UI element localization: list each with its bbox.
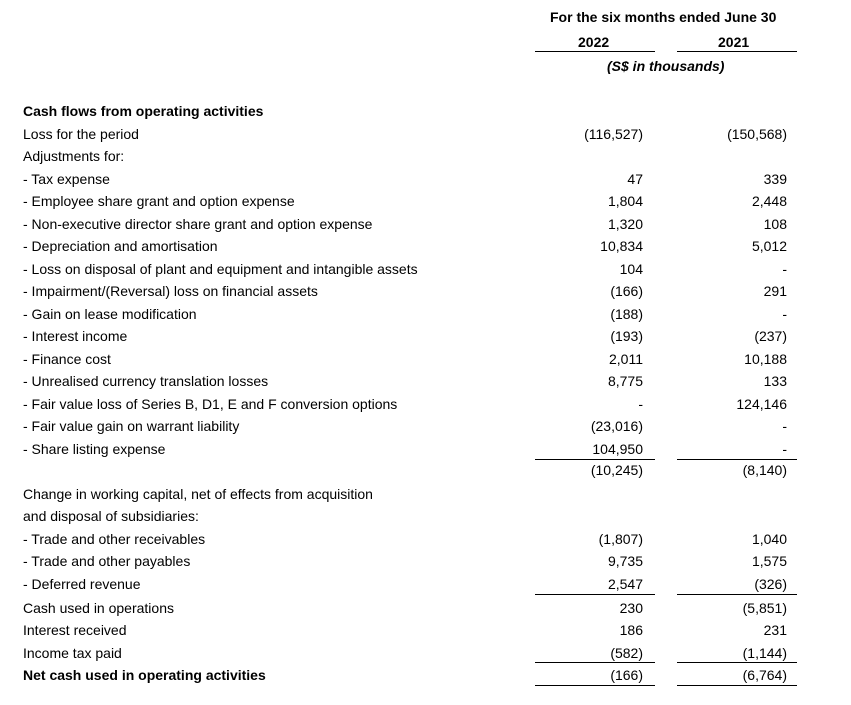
adjustment-row-label: - Employee share grant and option expense: [23, 193, 295, 209]
working-capital-row-2022: 9,735: [607, 553, 643, 569]
adjustment-row-2021: 108: [763, 216, 787, 232]
adjustment-row-2022: 10,834: [600, 238, 643, 254]
operations-row-label: Cash used in operations: [23, 600, 174, 616]
working-capital-row-label: - Trade and other receivables: [23, 531, 206, 547]
operations-row-2021: (1,144): [742, 645, 787, 661]
subtotal-rule-2021: [677, 459, 797, 460]
adjustment-row-2021: -: [782, 306, 787, 322]
working-capital-row-2021: (326): [754, 576, 787, 592]
net-cash-2022: (166): [610, 667, 643, 683]
adjustment-row-2021: 10,188: [744, 351, 787, 367]
adjustment-row-label: - Fair value gain on warrant liability: [23, 418, 240, 434]
subtotal-rule-2022: [535, 459, 655, 460]
working-capital-row-label: - Deferred revenue: [23, 576, 141, 592]
adjustment-row-2021: -: [782, 418, 787, 434]
adjustment-row-2021: 5,012: [751, 238, 787, 254]
loss-2022: (116,527): [584, 126, 643, 142]
adjustment-row-2022: 104: [619, 261, 643, 277]
loss-label: Loss for the period: [23, 126, 139, 142]
working-capital-row-2021: 1,040: [751, 531, 787, 547]
adjustment-row-label: - Share listing expense: [23, 441, 166, 457]
operations-row-2022: 186: [619, 622, 643, 638]
operations-row-label: Interest received: [23, 622, 127, 638]
adjustment-row-2022: 47: [627, 171, 643, 187]
section-title: Cash flows from operating activities: [23, 103, 264, 119]
adjustment-row-label: - Impairment/(Reversal) loss on financial assets: [23, 283, 318, 299]
adjustment-row-2022: 1,804: [607, 193, 643, 209]
operations-row-2021: 231: [763, 622, 787, 638]
adjustment-row-label: - Gain on lease modification: [23, 306, 197, 322]
working-capital-heading: Change in working capital, net of effects from acquisition: [23, 486, 373, 502]
year-2021-header: 2021: [718, 34, 750, 50]
period-header: For the six months ended June 30: [550, 9, 777, 25]
adjustment-row-label: - Loss on disposal of plant and equipment and intangible assets: [23, 261, 418, 277]
working-capital-row-2022: (1,807): [598, 531, 643, 547]
adjustment-row-label: - Fair value loss of Series B, D1, E and F conversion options: [23, 396, 398, 412]
adjustment-row-2021: 291: [763, 283, 787, 299]
adjustment-row-2021: 124,146: [736, 396, 787, 412]
adjustment-row-2022: (166): [610, 283, 643, 299]
adjustment-row-2022: 1,320: [607, 216, 643, 232]
adjustment-row-2022: (188): [610, 306, 643, 322]
loss-2021: (150,568): [727, 126, 787, 142]
net-rule-2022: [535, 662, 655, 663]
adjustment-row-2022: 8,775: [607, 373, 643, 389]
adjustment-row-2021: 339: [763, 171, 787, 187]
working-capital-heading-cont: and disposal of subsidiaries:: [23, 508, 199, 524]
adjustment-row-2022: 104,950: [592, 441, 643, 457]
net-underline-2022: [535, 685, 655, 686]
working-capital-row-label: - Trade and other payables: [23, 553, 191, 569]
adjustment-row-label: - Unrealised currency translation losses: [23, 373, 269, 389]
subtotal-2021: (8,140): [742, 462, 787, 478]
net-rule-2021: [677, 662, 797, 663]
adjustment-row-2022: -: [638, 396, 643, 412]
adjustment-row-2022: 2,011: [609, 351, 643, 367]
adjustment-row-2021: -: [782, 441, 787, 457]
working-capital-row-2021: 1,575: [751, 553, 787, 569]
adjustments-label: Adjustments for:: [23, 148, 125, 164]
adjustment-row-label: - Non-executive director share grant and option expense: [23, 216, 373, 232]
working-capital-row-2022: 2,547: [607, 576, 643, 592]
adjustment-row-2022: (193): [610, 328, 643, 344]
adjustment-row-2022: (23,016): [590, 418, 643, 434]
net-cash-label: Net cash used in operating activities: [23, 667, 266, 683]
subtotal-2022: (10,245): [590, 462, 643, 478]
adjustment-row-2021: 2,448: [751, 193, 787, 209]
operations-row-label: Income tax paid: [23, 645, 122, 661]
adjustment-row-label: - Depreciation and amortisation: [23, 238, 218, 254]
net-underline-2021: [677, 685, 797, 686]
year-2022-header: 2022: [578, 34, 610, 50]
operations-row-2021: (5,851): [742, 600, 787, 616]
year-2022-underline: [535, 51, 655, 52]
operations-rule-2021: [677, 594, 797, 595]
units-label: (S$ in thousands): [607, 58, 725, 74]
adjustment-row-label: - Finance cost: [23, 351, 111, 367]
adjustment-row-label: - Tax expense: [23, 171, 110, 187]
operations-rule-2022: [535, 594, 655, 595]
adjustment-row-2021: (237): [754, 328, 787, 344]
net-cash-2021: (6,764): [742, 667, 787, 683]
year-2021-underline: [677, 51, 797, 52]
adjustment-row-2021: -: [782, 261, 787, 277]
adjustment-row-2021: 133: [763, 373, 787, 389]
operations-row-2022: (582): [610, 645, 643, 661]
operations-row-2022: 230: [619, 600, 643, 616]
adjustment-row-label: - Interest income: [23, 328, 128, 344]
